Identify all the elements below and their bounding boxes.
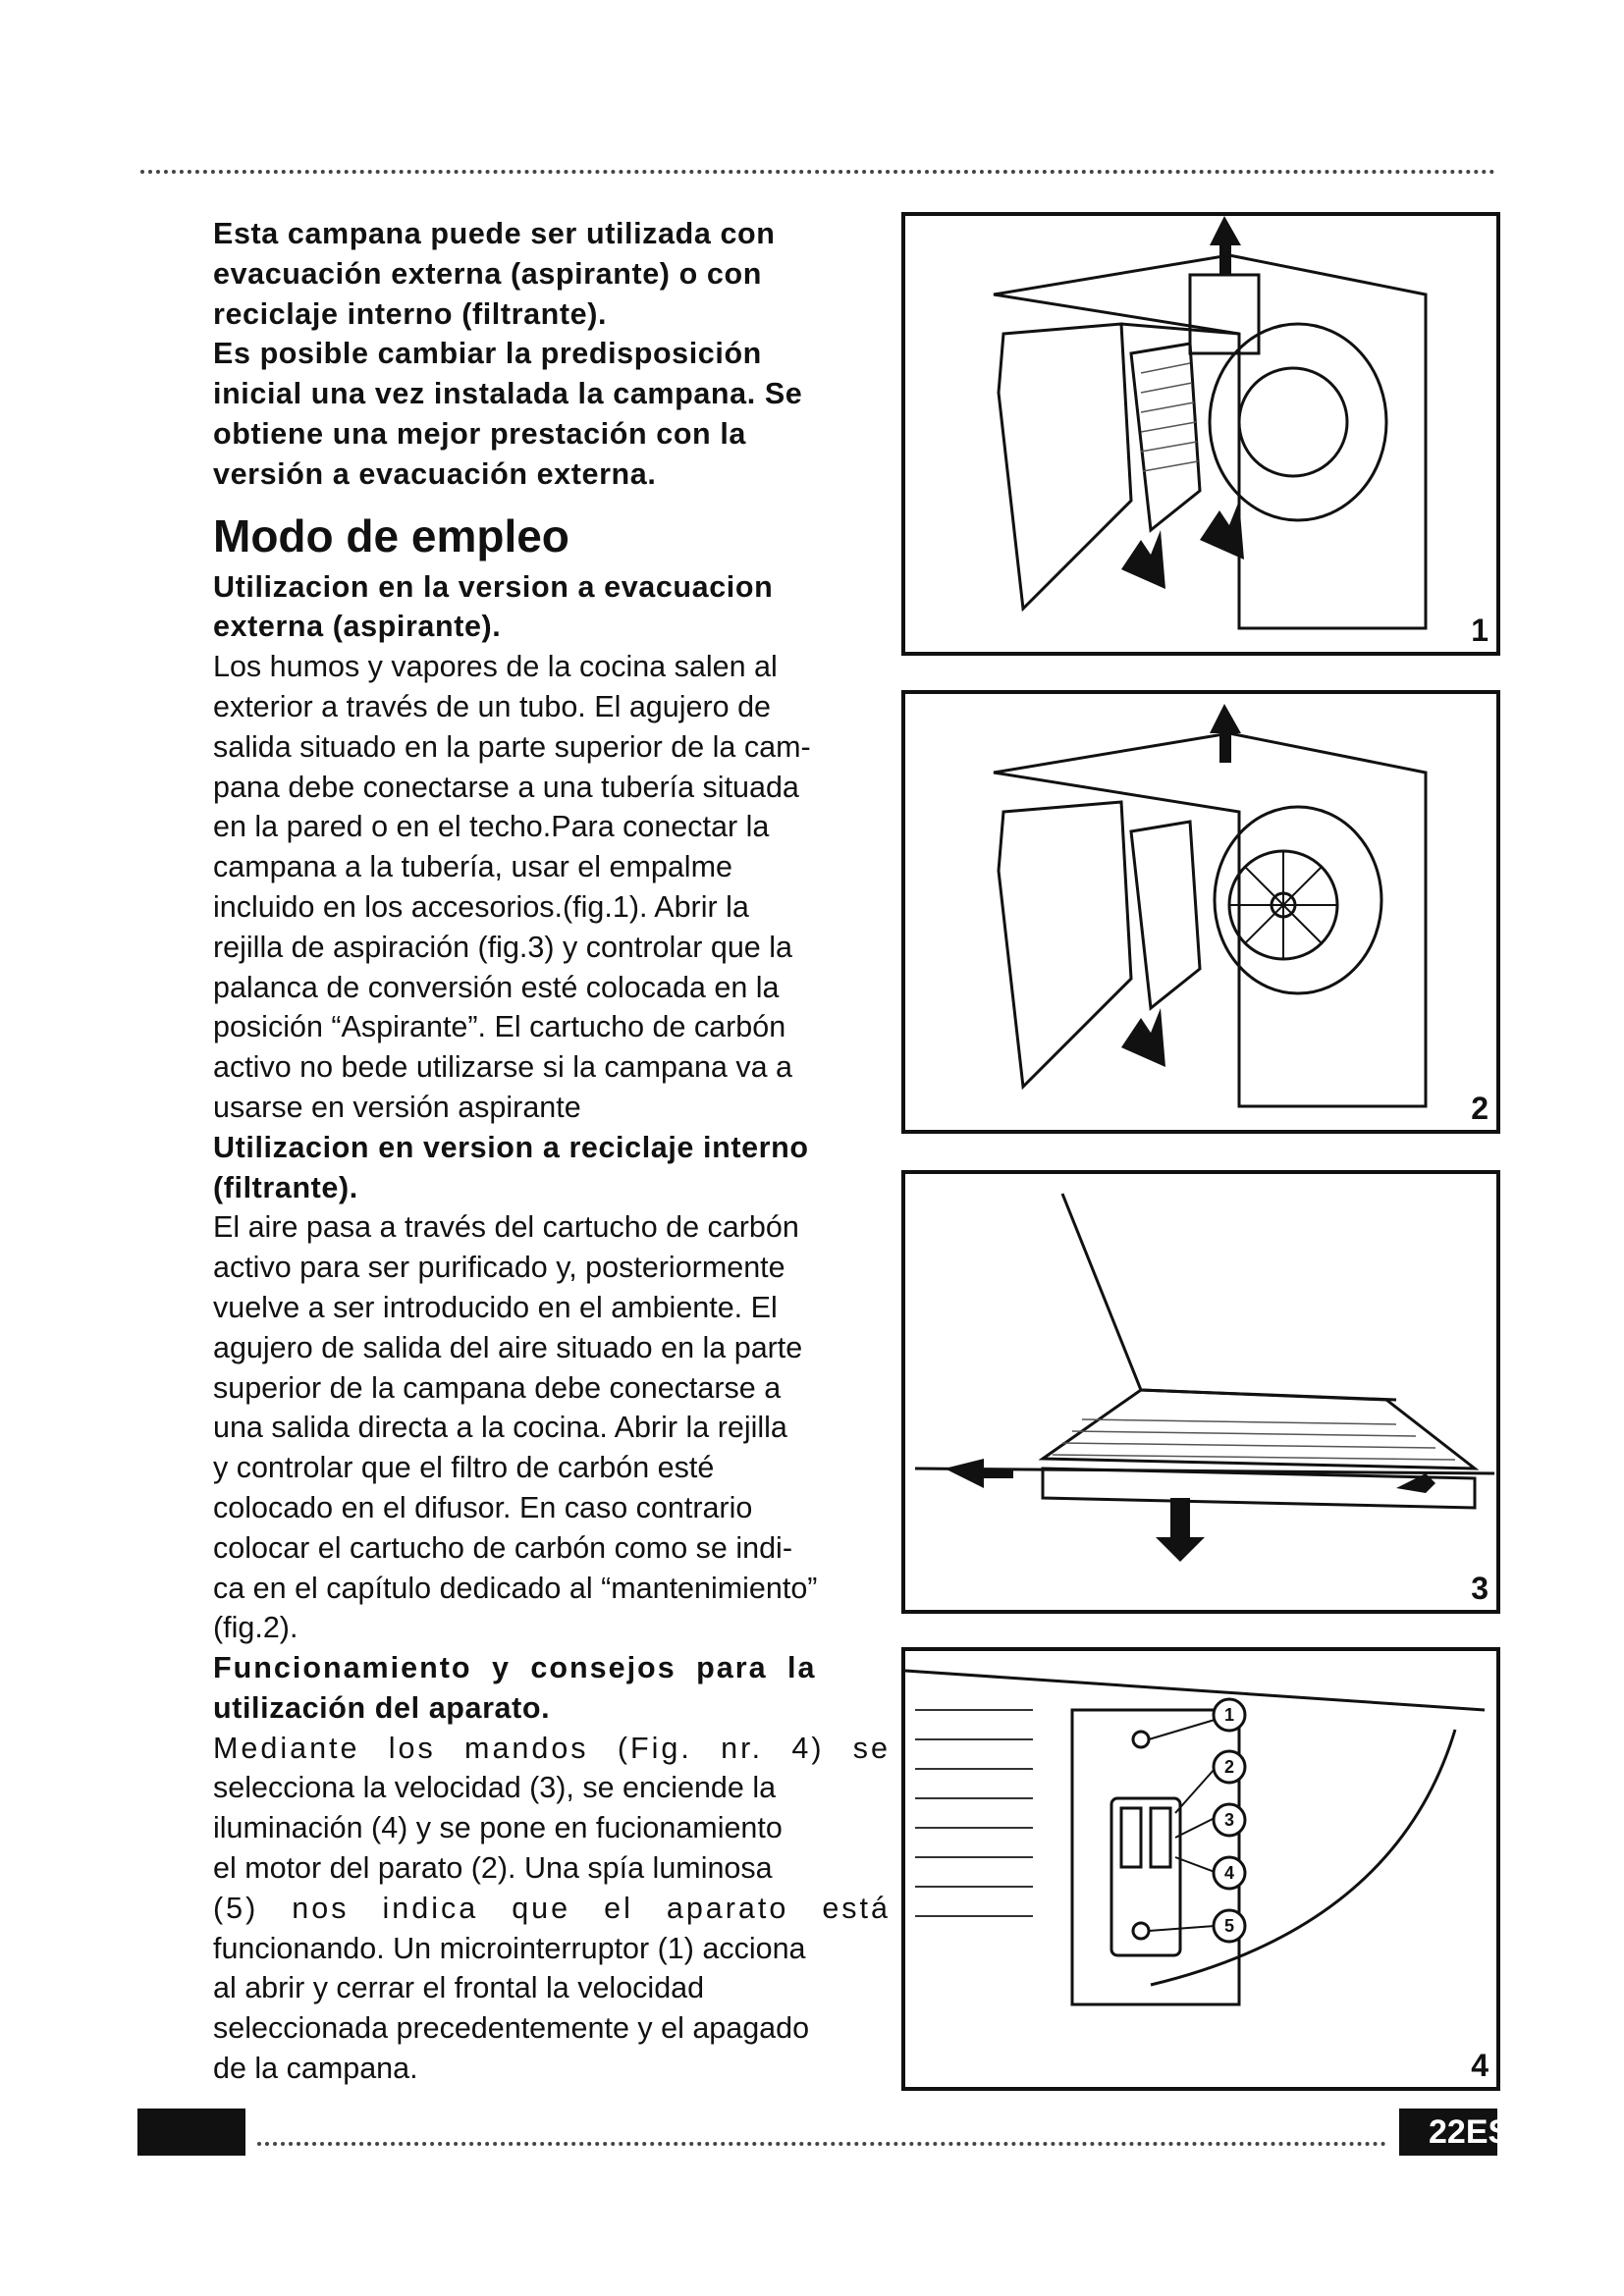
intro-line: reciclaje interno (filtrante). xyxy=(213,296,608,331)
body-line: superior de la campana debe conectarse a xyxy=(213,1370,782,1405)
body-line: funcionando. Un microinterruptor (1) acciona xyxy=(213,1931,806,1965)
figure-number: 2 xyxy=(1471,1091,1489,1126)
control-panel-illustration xyxy=(905,1651,1496,2087)
body-line: en la pared o en el techo.Para conectar la xyxy=(213,810,770,844)
body-line: ca en el capítulo dedicado al “mantenimiento” xyxy=(213,1571,818,1605)
intro-line: evacuación externa (aspirante) o con xyxy=(213,256,762,291)
intro-line: Esta campana puede ser utilizada con xyxy=(213,217,776,250)
body-line: posición “Aspirante”. El cartucho de carbón xyxy=(213,1010,786,1044)
body-line: campana a la tubería, usar el empalme xyxy=(213,850,732,884)
callout-1: 1 xyxy=(1223,1705,1235,1725)
figure-3-grille xyxy=(901,1170,1500,1614)
intro-line: inicial una vez instalada la campana. Se xyxy=(213,377,803,411)
body-line: rejilla de aspiración (fig.3) y controlar que la xyxy=(213,930,792,964)
body-line: incluido en los accesorios.(fig.1). Abrir la xyxy=(213,889,749,924)
section-heading: Funcionamiento y consejos para la xyxy=(213,1651,817,1685)
section-heading: (filtrante). xyxy=(213,1170,358,1204)
figure-1-evacuation xyxy=(901,212,1500,656)
section-heading: utilización del aparato. xyxy=(213,1690,551,1725)
body-line: Mediante los mandos (Fig. nr. 4) se xyxy=(213,1731,891,1765)
text-column xyxy=(213,214,891,2089)
body-line: de la campana. xyxy=(213,2052,418,2086)
intro-line: Es posible cambiar la predisposición xyxy=(213,337,762,371)
grille-opening-illustration xyxy=(905,1174,1496,1610)
body-line: activo para ser purificado y, posteriormente xyxy=(213,1251,785,1285)
body-line: (5) nos indica que el aparato está xyxy=(213,1891,891,1925)
section-heading: Utilizacion en la version a evacuacion xyxy=(213,569,774,604)
bottom-dotted-rule xyxy=(257,2142,1386,2146)
figure-number: 1 xyxy=(1471,613,1489,648)
body-line: pana debe conectarse a una tubería situada xyxy=(213,770,799,804)
body-line: seleccionada precedentemente y el apagado xyxy=(213,2011,810,2046)
top-dotted-rule xyxy=(140,170,1495,174)
body-line: una salida directa a la cocina. Abrir la rejilla xyxy=(213,1411,787,1445)
callout-5: 5 xyxy=(1223,1916,1235,1936)
body-line: (fig.2). xyxy=(213,1611,298,1645)
figure-number: 3 xyxy=(1471,1571,1489,1606)
body-line: activo no bede utilizarse si la campana va a xyxy=(213,1050,792,1085)
body-line: exterior a través de un tubo. El agujero de xyxy=(213,689,771,723)
callout-4: 4 xyxy=(1223,1863,1235,1883)
body-line: salida situado en la parte superior de la cam- xyxy=(213,729,811,764)
body-line: el motor del parato (2). Una spía luminosa xyxy=(213,1851,773,1886)
callout-3: 3 xyxy=(1223,1810,1235,1830)
figure-4-controls xyxy=(901,1647,1500,2091)
body-line: y controlar que el filtro de carbón esté xyxy=(213,1451,715,1485)
body-line: Los humos y vapores de la cocina salen al xyxy=(213,650,778,684)
body-line: al abrir y cerrar el frontal la velocidad xyxy=(213,1971,705,2005)
hood-evacuation-illustration xyxy=(905,216,1496,652)
section-heading: externa (aspirante). xyxy=(213,610,502,644)
footer-black-block xyxy=(137,2109,245,2156)
body-line: selecciona la velocidad (3), se enciende la xyxy=(213,1771,777,1805)
body-line: iluminación (4) y se pone en fucionamiento xyxy=(213,1811,783,1845)
body-line: usarse en versión aspirante xyxy=(213,1090,581,1124)
hood-recirculation-illustration xyxy=(905,694,1496,1130)
figure-2-recirculation xyxy=(901,690,1500,1134)
section-heading: Utilizacion en version a reciclaje interno xyxy=(213,1130,809,1164)
body-line: colocado en el difusor. En caso contrario xyxy=(213,1490,753,1524)
figure-number: 4 xyxy=(1471,2048,1489,2083)
body-line: El aire pasa a través del cartucho de carbón xyxy=(213,1210,799,1245)
body-line: agujero de salida del aire situado en la parte xyxy=(213,1330,803,1364)
intro-line: obtiene una mejor prestación con la xyxy=(213,416,746,451)
page-title: Modo de empleo xyxy=(213,509,569,561)
intro-line: versión a evacuación externa. xyxy=(213,456,657,491)
page-number: 22ES xyxy=(1399,2109,1497,2156)
body-line: vuelve a ser introducido en el ambiente. El xyxy=(213,1290,778,1324)
body-line: colocar el cartucho de carbón como se indi- xyxy=(213,1530,792,1565)
callout-2: 2 xyxy=(1223,1757,1235,1777)
body-line: palanca de conversión esté colocada en la xyxy=(213,970,780,1004)
